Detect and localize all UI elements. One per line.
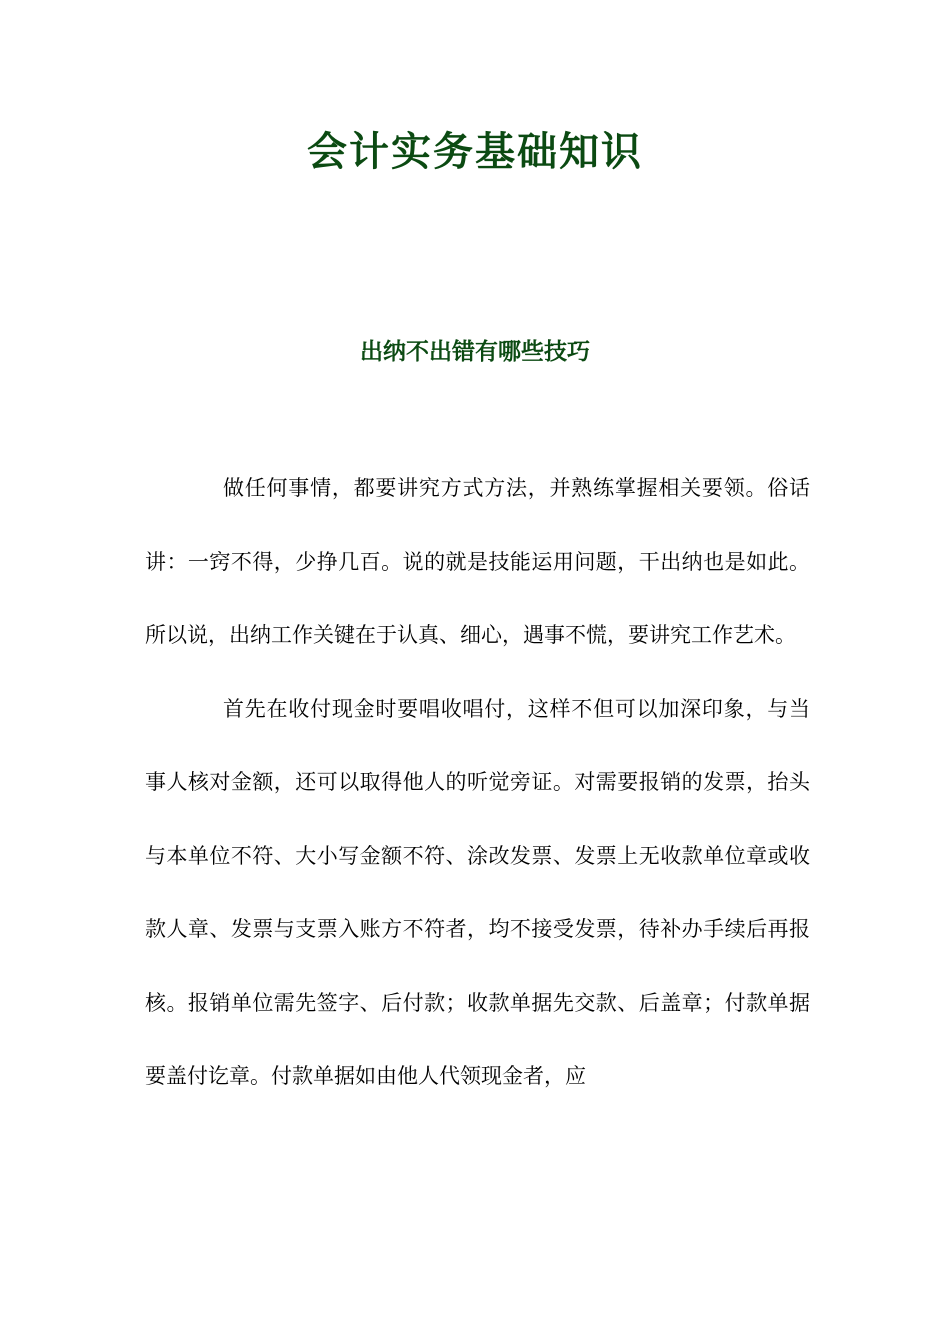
section-title: 出纳不出错有哪些技巧 <box>360 338 590 365</box>
paragraph-2: 首先在收付现金时要唱收唱付，这样不但可以加深印象，与当事人核对金额，还可以取得他人的听觉旁证。对需要报销的发票，抬头与本单位不符、大小写金额不符、涂改发票、发票上无收款单位章或收款人章、发票与支票入账方不符者，均不接受发票，待补办手续后再报核。报销单位需先签字、后付款；收款单据先交款、后盖章；付款单据要盖付讫章。付款单据如由他人代领现金者，应 <box>145 696 810 1088</box>
document-title: 会计实务基础知识 <box>307 128 643 175</box>
body-text <box>145 452 810 1114</box>
paragraph-1: 做任何事情，都要讲究方式方法，并熟练掌握相关要领。俗话讲：一窍不得，少挣几百。说的就是技能运用问题，干出纳也是如此。所以说，出纳工作关键在于认真、细心，遇事不慌，要讲究工作艺术。 <box>145 476 810 647</box>
